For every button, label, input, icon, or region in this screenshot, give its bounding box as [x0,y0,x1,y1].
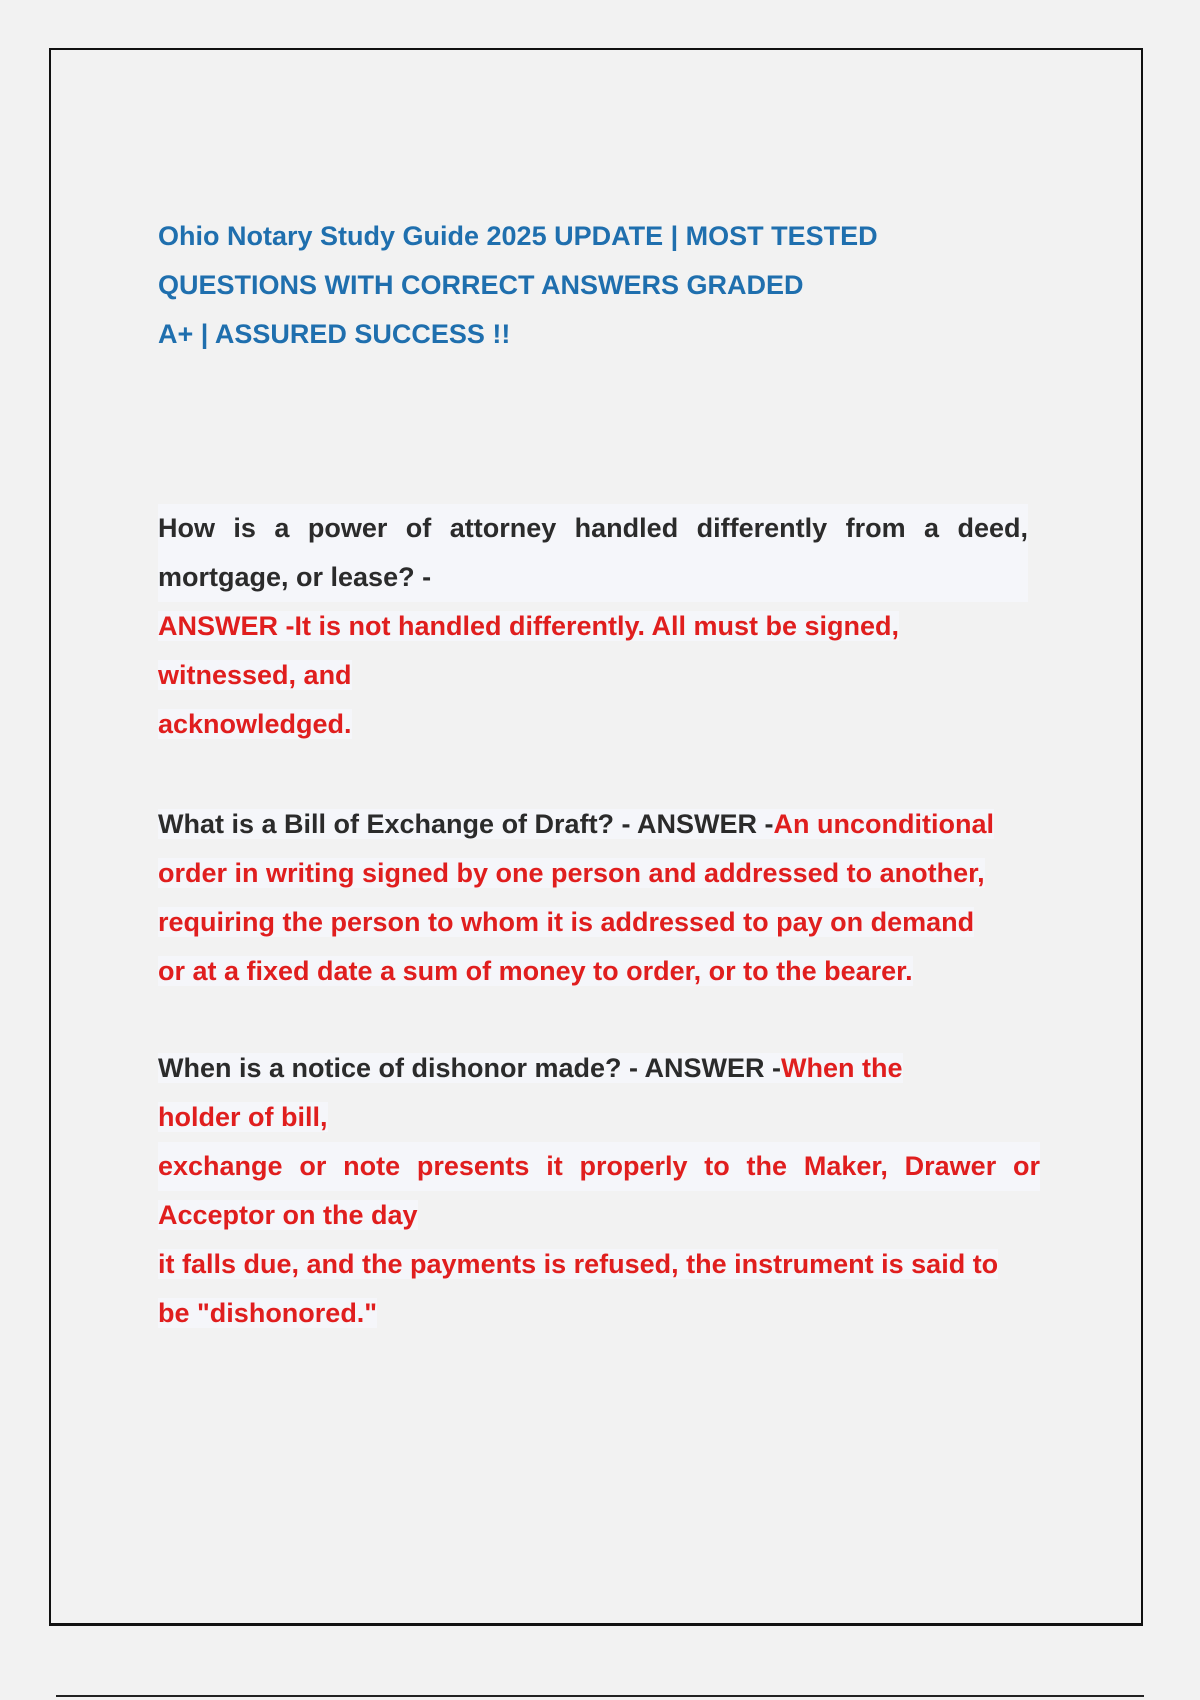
answer-line: witnessed, and [158,660,352,690]
answer-text [158,1191,1040,1240]
qa-item-notice-of-dishonor [158,1044,1040,1338]
answer-line: be "dishonored." [158,1298,378,1328]
answer-text [158,1093,1040,1142]
answer-text [158,1240,1040,1289]
question-text: When is a notice of dishonor made? - ANSWER - [158,1053,782,1083]
answer-text: An unconditional [773,809,995,839]
answer-text [158,849,1038,898]
question-line [158,800,1038,849]
question-line [158,1044,1040,1093]
answer-text [158,602,1028,651]
answer-line: it falls due, and the payments is refused, the instrument is said to [158,1249,999,1279]
answer-text [158,947,1038,996]
document-title [158,212,1058,359]
answer-line: ANSWER -It is not handled differently. All must be signed, [158,611,900,641]
page-divider [56,1695,1144,1697]
answer-line: order in writing signed by one person and addressed to another, [158,858,985,888]
title-line-1: Ohio Notary Study Guide 2025 UPDATE | MOST TESTED [158,221,878,251]
answer-line: or at a fixed date a sum of money to order, or to the bearer. [158,956,913,986]
title-line-3: A+ | ASSURED SUCCESS !! [158,319,511,349]
answer-text: When the [781,1053,903,1083]
qa-item-power-of-attorney [158,504,1028,749]
answer-line: holder of bill, [158,1102,328,1132]
question-text: mortgage, or lease? - [158,553,1028,602]
question-text: What is a Bill of Exchange of Draft? - ANSWER - [158,809,774,839]
answer-line: Acceptor on the day [158,1200,418,1230]
answer-text: exchange or note presents it properly to the Maker, Drawer or [158,1142,1040,1191]
answer-text [158,1289,1040,1338]
question-text: How is a power of attorney handled differently from a deed, [158,504,1028,553]
answer-text [158,898,1038,947]
answer-line: acknowledged. [158,709,352,739]
answer-text [158,651,1028,700]
title-line-2: QUESTIONS WITH CORRECT ANSWERS GRADED [158,270,804,300]
answer-line: requiring the person to whom it is addressed to pay on demand [158,907,975,937]
qa-item-bill-of-exchange [158,800,1038,996]
answer-text [158,700,1028,749]
